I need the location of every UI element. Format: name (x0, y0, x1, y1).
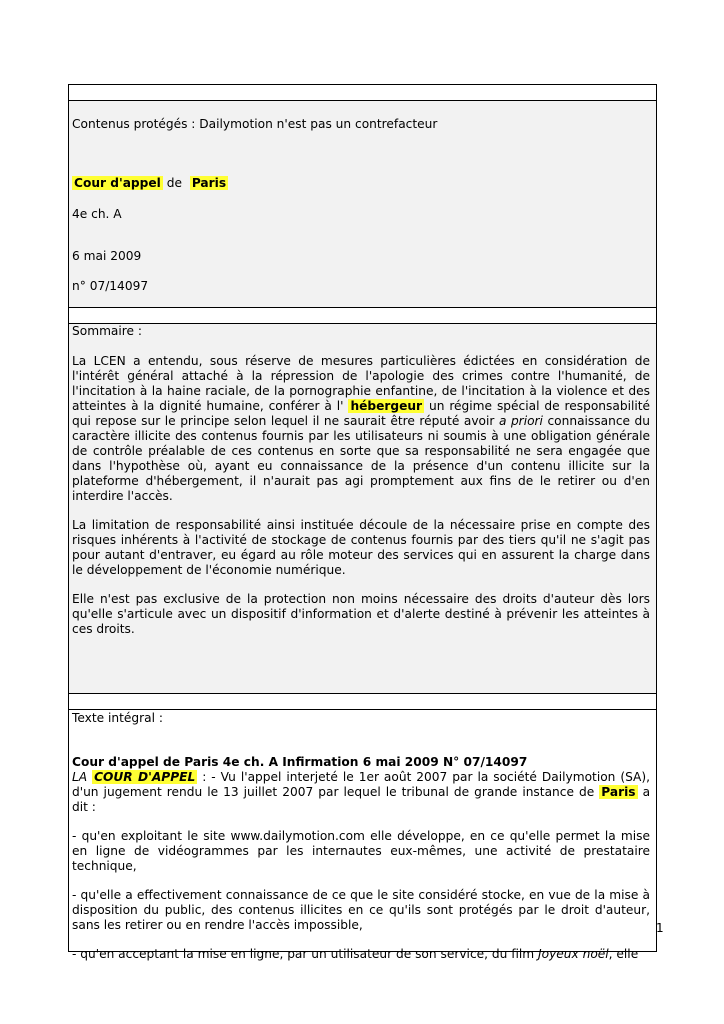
decision-date: 6 mai 2009 (72, 249, 142, 263)
court-name-highlight: Cour d'appel (74, 176, 161, 190)
sommaire-paragraph-2: La limitation de responsabilité ainsi instituée découle de la nécessaire prise en compte des risques inhérents à l'activité de stockage de contenus fournis par des tiers qu'il ne s'agit pas pour autant d'entraver, eu égard au rôle moteur des services qui en assurent la charge dans le développement de l'économie numérique. (72, 518, 650, 577)
texte-p1-part-a: : - Vu l'appel interjeté le 1er août 2007 par la société Dailymotion (SA), d'un jugement rendu le 13 juillet 2007 par lequel le tribunal de grande instance de (72, 770, 651, 799)
texte-paragraph-3: - qu'elle a effectivement connaissance de ce que le site considéré stocke, en vue de la mise à disposition du public, des contenus illicites en ce qu'ils sont protégés par le droit d'auteur, sans les retirer ou en rendre l'accès impossible, (72, 888, 650, 932)
sommaire-paragraph-3: Elle n'est pas exclusive de la protection non moins nécessaire des droits d'auteur dès lors qu'elle s'articule avec un dispositif d'information et d'alerte destiné à prévenir les atteintes à ces droits. (72, 592, 650, 636)
decision-number: n° 07/14097 (72, 279, 149, 293)
sommaire-p1-part-b: un régime spécial de responsabilité qui repose sur le principe selon lequel il ne saurait être réputé avoir (72, 399, 651, 428)
hebergeur-highlight: hébergeur (350, 399, 423, 413)
top-blank-row (69, 85, 656, 101)
texte-label: Texte intégral : (72, 711, 163, 725)
spacer-row (69, 308, 656, 324)
texte-cell (69, 710, 656, 961)
chamber: 4e ch. A (72, 207, 122, 221)
texte-paragraph-4 (72, 947, 650, 962)
texte-body (72, 770, 650, 976)
sommaire-p1-part-a: La LCEN a entendu, sous réserve de mesures particulières édictées en considération de l'intérêt général attaché à la répression de l'apologie des crimes contre l'humanité, de l'incitation à la haine raciale, de la pornographie enfantine, de l'incitation à la violence et des atteintes à la dignité humaine, conférer à l' (72, 354, 650, 413)
texte-p4-part-a: - qu'en acceptant la mise en ligne, par un utilisateur de son service, du film (72, 947, 535, 961)
sommaire-p1-part-c: connaissance du caractère illicite des contenus fournis par les utilisateurs ni soumis à une obligation générale de contrôle préalable de ces contenus en sorte que sa responsabilité ne sera engagée que dans l'hypothèse où, ayant eu connaissance de la présence d'un contenu illicite sur la plateforme d'hébergement, il n'aurait pas agi promptement aux fins de le retirer ou d'en interdire l'accès. (72, 414, 651, 503)
sommaire-body (72, 354, 650, 651)
court-de: de (166, 176, 182, 190)
texte-p1-part-b: a dit : (72, 785, 651, 814)
texte-p4-part-b: , elle (608, 947, 639, 961)
cour-appel-highlight: COUR D'APPEL (94, 770, 196, 784)
a-priori-italic: a priori (498, 414, 543, 428)
court-city-highlight: Paris (191, 176, 227, 190)
court-line (72, 176, 650, 191)
page-number: 1 (656, 921, 664, 935)
la-italic: LA (72, 770, 88, 784)
texte-paragraph-2: - qu'en exploitant le site www.dailymotion.com elle développe, en ce qu'elle permet la mise en ligne de vidéogrammes par les internautes eux-mêmes, une activité de prestataire technique, (72, 829, 650, 873)
spacer-row-2 (69, 694, 656, 710)
paris-highlight: Paris (601, 785, 636, 799)
document-table (68, 84, 657, 961)
sommaire-paragraph-1 (72, 354, 650, 504)
sommaire-cell (69, 324, 656, 694)
texte-heading: Cour d'appel de Paris 4e ch. A Infirmation 6 mai 2009 N° 07/14097 (72, 755, 528, 769)
sommaire-label: Sommaire : (72, 324, 143, 338)
joyeux-noel-italic: Joyeux noël (538, 947, 609, 961)
article-title: Contenus protégés : Dailymotion n'est pas un contrefacteur (72, 117, 438, 131)
texte-paragraph-1 (72, 770, 650, 815)
header-cell (69, 101, 656, 308)
